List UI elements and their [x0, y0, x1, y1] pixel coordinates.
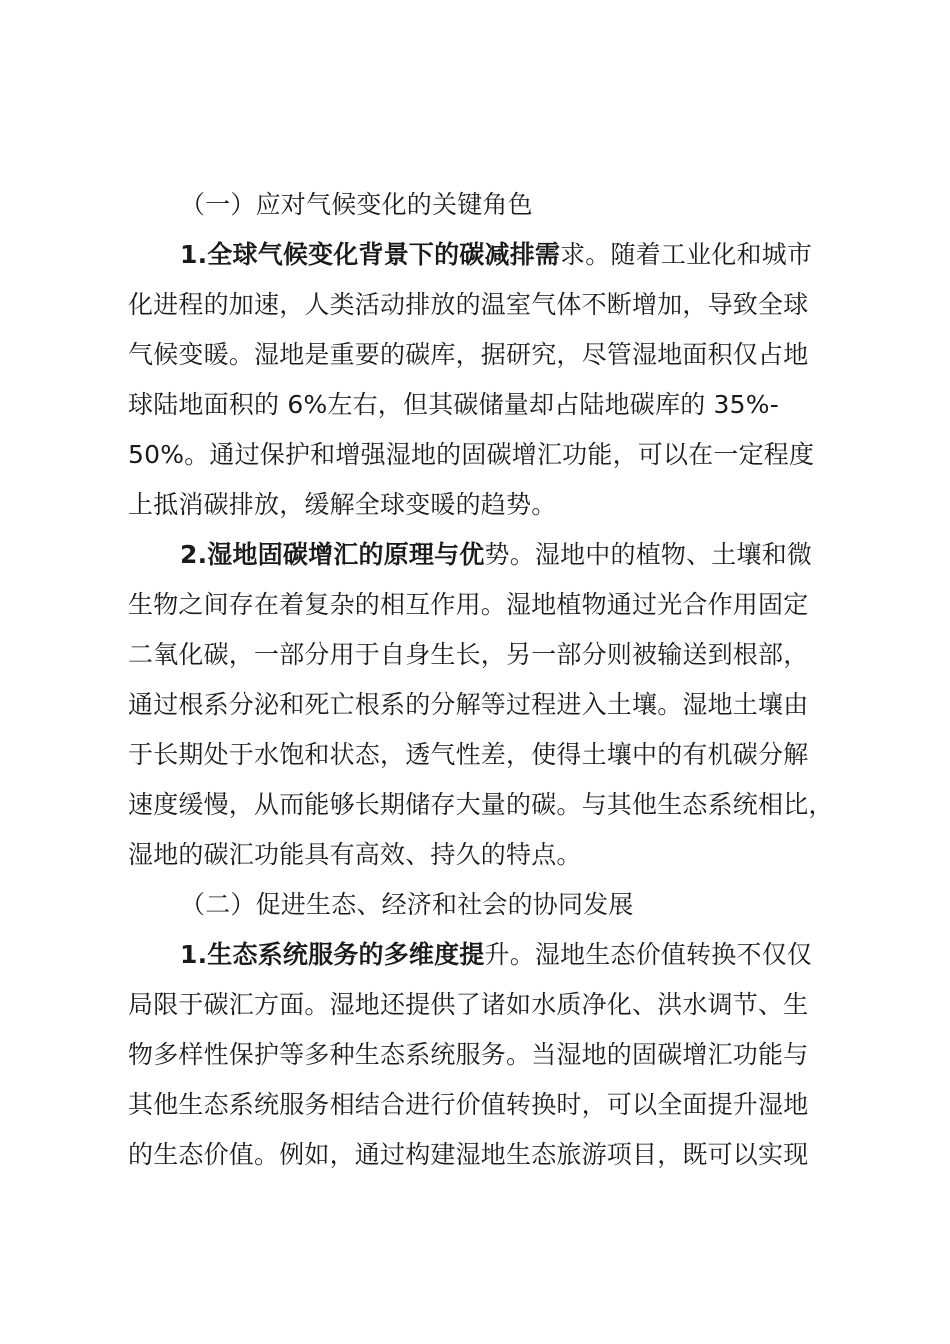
paragraph-line: 局限于碳汇方面。湿地还提供了诸如水质净化、洪水调节、生 — [128, 990, 809, 1019]
paragraph-line: 于长期处于水饱和状态，透气性差，使得土壤中的有机碳分解 — [128, 740, 809, 769]
item-title: 1.生态系统服务的多维度提 — [180, 940, 485, 969]
paragraph-line: 的生态价值。例如，通过构建湿地生态旅游项目，既可以实现 — [128, 1140, 809, 1169]
item-text: 升。湿地生态价值转换不仅仅 — [484, 940, 813, 969]
paragraph-line: 气候变暖。湿地是重要的碳库，据研究，尽管湿地面积仅占地 — [128, 340, 809, 369]
paragraph-line: 通过根系分泌和死亡根系的分解等过程进入土壤。湿地土壤由 — [128, 690, 809, 719]
paragraph-line: 球陆地面积的 6%左右，但其碳储量却占陆地碳库的 35%- — [128, 390, 779, 419]
paragraph-line: 速度缓慢，从而能够长期储存大量的碳。与其他生态系统相比， — [128, 790, 834, 819]
paragraph-line: 二氧化碳，一部分用于自身生长，另一部分则被输送到根部， — [128, 640, 809, 669]
paragraph-line: 生物之间存在着复杂的相互作用。湿地植物通过光合作用固定 — [128, 590, 809, 619]
paragraph-line — [180, 940, 812, 970]
item-title: 1.全球气候变化背景下的碳减排需 — [180, 240, 561, 269]
paragraph-line — [180, 540, 812, 570]
section-heading-1: （一）应对气候变化的关键角色 — [180, 190, 533, 219]
paragraph-line: 50%。通过保护和增强湿地的固碳增汇功能，可以在一定程度 — [128, 440, 815, 469]
paragraph-line: 化进程的加速，人类活动排放的温室气体不断增加，导致全球 — [128, 290, 809, 319]
item-text: 势。湿地中的植物、土壤和微 — [484, 540, 813, 569]
paragraph-line: 上抵消碳排放，缓解全球变暖的趋势。 — [128, 490, 557, 519]
section-heading-2: （二）促进生态、经济和社会的协同发展 — [180, 890, 634, 919]
paragraph-line: 其他生态系统服务相结合进行价值转换时，可以全面提升湿地 — [128, 1090, 809, 1119]
paragraph-line: 湿地的碳汇功能具有高效、持久的特点。 — [128, 840, 582, 869]
paragraph-line — [180, 240, 812, 270]
item-text: 求。随着工业化和城市 — [560, 240, 813, 269]
paragraph-line: 物多样性保护等多种生态系统服务。当湿地的固碳增汇功能与 — [128, 1040, 809, 1069]
item-title: 2.湿地固碳增汇的原理与优 — [180, 540, 485, 569]
